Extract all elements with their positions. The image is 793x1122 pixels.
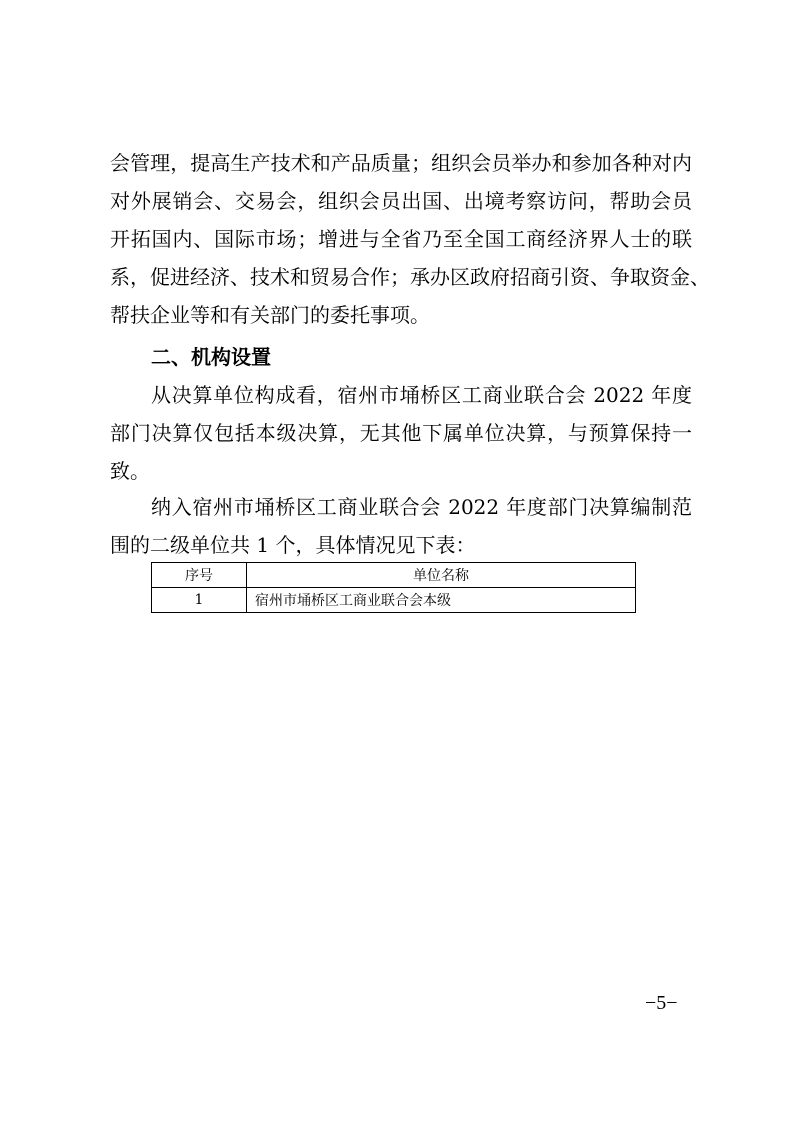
paragraph-2	[110, 488, 692, 564]
intro-line-1: 会管理，提高生产技术和产品质量；组织会员举办和参加各种对内	[110, 151, 692, 175]
row-no: 1	[152, 588, 247, 613]
paragraph-1-line-1: 从决算单位构成看，宿州市埇桥区工商业联合会 2022 年度	[151, 383, 692, 407]
page-number: −5−	[645, 992, 678, 1014]
section-heading-block	[110, 338, 692, 376]
table-row	[152, 588, 636, 613]
section-heading: 二、机构设置	[151, 345, 271, 369]
paragraph-1-line-3: 致。	[110, 459, 150, 483]
intro-line-4: 系，促进经济、技术和贸易合作；承办区政府招商引资、争取资金、	[110, 265, 710, 289]
units-table	[151, 562, 636, 613]
paragraph-1-line-2: 部门决算仅包括本级决算，无其他下属单位决算，与预算保持一	[110, 421, 692, 445]
intro-line-3: 开拓国内、国际市场；增进与全省乃至全国工商经济界人士的联	[110, 227, 692, 251]
intro-line-5: 帮扶企业等和有关部门的委托事项。	[110, 303, 430, 327]
paragraph-1	[110, 376, 692, 490]
table-header-row	[152, 563, 636, 588]
intro-paragraph	[110, 144, 710, 334]
paragraph-2-line-2: 围的二级单位共 1 个，具体情况见下表：	[110, 533, 476, 557]
header-name: 单位名称	[247, 563, 636, 588]
intro-line-2: 对外展销会、交易会，组织会员出国、出境考察访问，帮助会员	[110, 189, 692, 213]
header-no: 序号	[152, 563, 247, 588]
paragraph-2-line-1: 纳入宿州市埇桥区工商业联合会 2022 年度部门决算编制范	[151, 495, 692, 519]
row-name: 宿州市埇桥区工商业联合会本级	[247, 588, 636, 613]
